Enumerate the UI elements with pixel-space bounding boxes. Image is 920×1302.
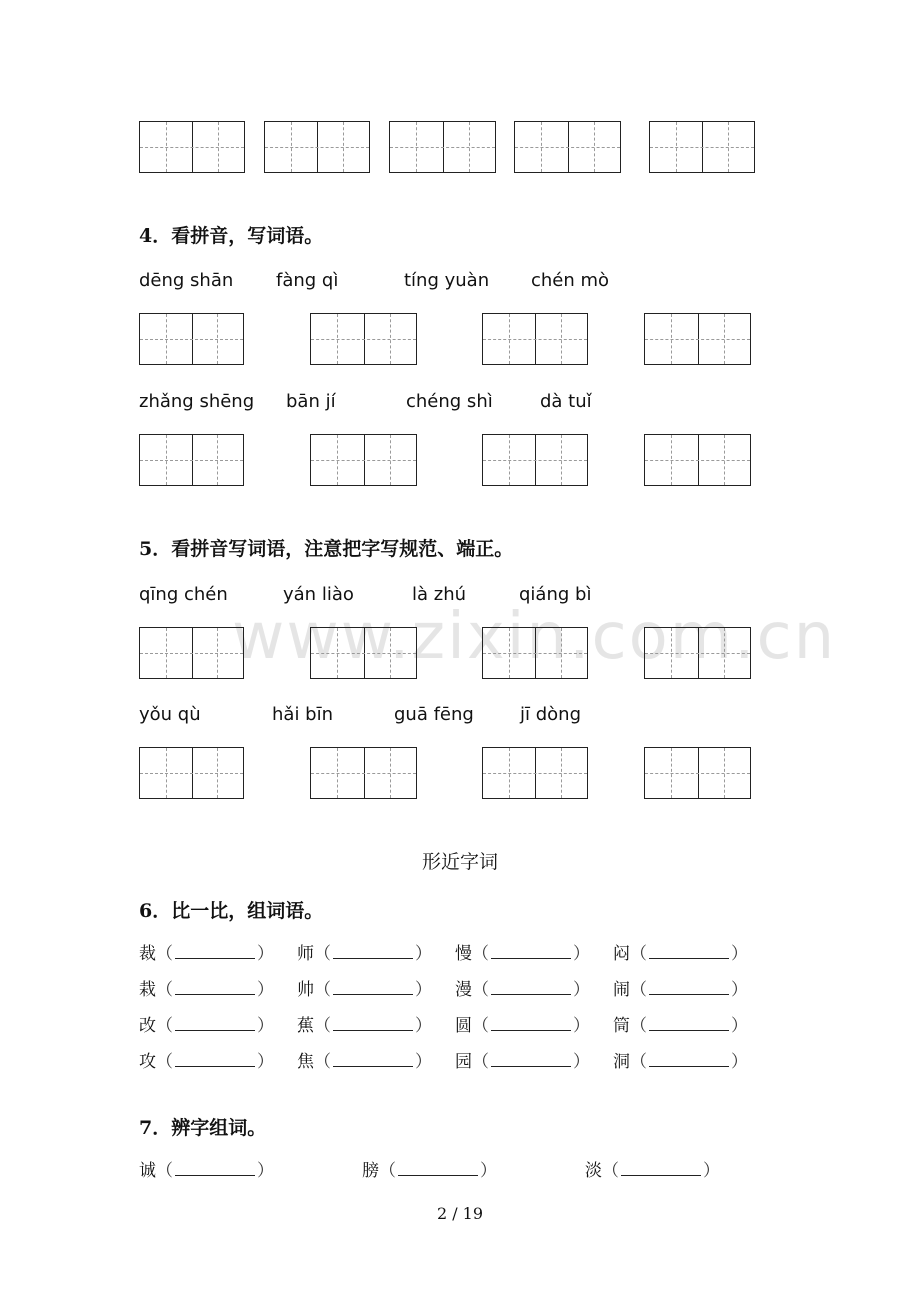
paren-open: （ <box>379 1161 396 1181</box>
paren-close: ） <box>573 1052 590 1072</box>
writing-box[interactable] <box>644 627 751 679</box>
writing-box[interactable] <box>644 747 751 799</box>
pinyin: qiáng bì <box>519 584 592 605</box>
q7-heading: 7．辨字组词。 <box>139 1117 267 1139</box>
word-pair <box>455 1047 590 1072</box>
word-pair <box>139 975 274 1000</box>
answer-blank[interactable] <box>333 1016 413 1031</box>
char: 攻 <box>139 1052 156 1072</box>
answer-blank[interactable] <box>649 980 729 995</box>
paren-close: ） <box>703 1161 720 1181</box>
writing-box[interactable] <box>482 434 588 486</box>
pinyin: tíng yuàn <box>404 270 490 291</box>
char: 漫 <box>455 980 472 1000</box>
paren-close: ） <box>731 1052 748 1072</box>
char: 栽 <box>139 980 156 1000</box>
pinyin: guā fēng <box>394 704 474 725</box>
paren-close: ） <box>415 1016 432 1036</box>
writing-box[interactable] <box>649 121 755 173</box>
answer-blank[interactable] <box>491 1052 571 1067</box>
paren-close: ） <box>573 944 590 964</box>
paren-close: ） <box>257 944 274 964</box>
paren-close: ） <box>257 1016 274 1036</box>
char: 圆 <box>455 1016 472 1036</box>
pinyin: hǎi bīn <box>272 704 333 725</box>
paren-open: （ <box>314 980 331 1000</box>
pinyin: qīng chén <box>139 584 228 605</box>
answer-blank[interactable] <box>491 980 571 995</box>
writing-box[interactable] <box>482 627 588 679</box>
q4-heading: 4．看拼音，写词语。 <box>139 225 324 247</box>
pinyin: bān jí <box>286 391 336 412</box>
paren-open: （ <box>314 1052 331 1072</box>
char: 帅 <box>297 980 314 1000</box>
char: 裁 <box>139 944 156 964</box>
word-pair <box>613 1011 748 1036</box>
writing-box[interactable] <box>514 121 621 173</box>
writing-box[interactable] <box>389 121 496 173</box>
writing-box[interactable] <box>139 747 244 799</box>
char: 蕉 <box>297 1016 314 1036</box>
answer-blank[interactable] <box>175 1052 255 1067</box>
writing-box[interactable] <box>644 313 751 365</box>
word-pair <box>455 975 590 1000</box>
word-pair <box>613 975 748 1000</box>
answer-blank[interactable] <box>649 1016 729 1031</box>
word-pair <box>297 1011 432 1036</box>
writing-box[interactable] <box>310 747 417 799</box>
q5-heading: 5．看拼音写词语，注意把字写规范、端正。 <box>139 538 514 560</box>
answer-blank[interactable] <box>649 944 729 959</box>
answer-blank[interactable] <box>175 1161 255 1176</box>
paren-open: （ <box>472 944 489 964</box>
writing-box[interactable] <box>139 627 244 679</box>
writing-box[interactable] <box>264 121 370 173</box>
char: 膀 <box>362 1161 379 1181</box>
paren-open: （ <box>156 944 173 964</box>
paren-close: ） <box>731 1016 748 1036</box>
word-pair <box>613 1047 748 1072</box>
word-pair <box>139 1047 274 1072</box>
writing-box[interactable] <box>310 627 417 679</box>
paren-open: （ <box>472 980 489 1000</box>
page-number: 2 / 19 <box>436 1204 484 1223</box>
paren-open: （ <box>314 1016 331 1036</box>
paren-open: （ <box>472 1016 489 1036</box>
paren-open: （ <box>156 1161 173 1181</box>
writing-box[interactable] <box>644 434 751 486</box>
char: 师 <box>297 944 314 964</box>
word-pair <box>362 1156 497 1181</box>
word-pair <box>297 939 432 964</box>
char: 园 <box>455 1052 472 1072</box>
answer-blank[interactable] <box>175 944 255 959</box>
pinyin: chéng shì <box>406 391 493 412</box>
writing-box[interactable] <box>310 434 417 486</box>
word-pair <box>139 1156 274 1181</box>
paren-open: （ <box>156 1052 173 1072</box>
paren-close: ） <box>257 1161 274 1181</box>
pinyin: zhǎng shēng <box>139 391 255 412</box>
paren-close: ） <box>415 1052 432 1072</box>
pinyin: jī dòng <box>520 704 581 725</box>
writing-box[interactable] <box>139 121 245 173</box>
pinyin: yǒu qù <box>139 704 201 725</box>
watermark: www.zixin.com.cn <box>232 600 837 674</box>
word-pair <box>297 1047 432 1072</box>
q6-heading: 6．比一比，组词语。 <box>139 900 324 922</box>
paren-open: （ <box>630 944 647 964</box>
char: 改 <box>139 1016 156 1036</box>
writing-box[interactable] <box>482 313 588 365</box>
paren-open: （ <box>602 1161 619 1181</box>
writing-box[interactable] <box>139 434 244 486</box>
answer-blank[interactable] <box>621 1161 701 1176</box>
char: 筒 <box>613 1016 630 1036</box>
paren-close: ） <box>415 944 432 964</box>
paren-open: （ <box>630 1052 647 1072</box>
answer-blank[interactable] <box>175 980 255 995</box>
char: 诚 <box>139 1161 156 1181</box>
pinyin: dà tuǐ <box>540 391 592 412</box>
section-title: 形近字词 <box>421 851 498 873</box>
char: 淡 <box>585 1161 602 1181</box>
answer-blank[interactable] <box>491 1016 571 1031</box>
writing-box[interactable] <box>482 747 588 799</box>
answer-blank[interactable] <box>175 1016 255 1031</box>
paren-open: （ <box>156 1016 173 1036</box>
pinyin: fàng qì <box>276 270 339 291</box>
char: 闷 <box>613 944 630 964</box>
char: 焦 <box>297 1052 314 1072</box>
pinyin: chén mò <box>531 270 610 291</box>
pinyin: là zhú <box>412 584 467 605</box>
pinyin: dēng shān <box>139 270 234 291</box>
paren-close: ） <box>257 1052 274 1072</box>
writing-box[interactable] <box>310 313 417 365</box>
paren-close: ） <box>257 980 274 1000</box>
paren-open: （ <box>156 980 173 1000</box>
paren-close: ） <box>480 1161 497 1181</box>
word-pair <box>455 939 590 964</box>
answer-blank[interactable] <box>491 944 571 959</box>
paren-open: （ <box>472 1052 489 1072</box>
writing-box[interactable] <box>139 313 244 365</box>
char: 慢 <box>455 944 472 964</box>
answer-blank[interactable] <box>398 1161 478 1176</box>
paren-open: （ <box>314 944 331 964</box>
word-pair <box>613 939 748 964</box>
answer-blank[interactable] <box>333 1052 413 1067</box>
char: 闹 <box>613 980 630 1000</box>
word-pair <box>455 1011 590 1036</box>
answer-blank[interactable] <box>333 944 413 959</box>
pinyin: yán liào <box>283 584 354 605</box>
char: 洞 <box>613 1052 630 1072</box>
paren-close: ） <box>573 980 590 1000</box>
paren-close: ） <box>731 944 748 964</box>
paren-open: （ <box>630 1016 647 1036</box>
paren-close: ） <box>415 980 432 1000</box>
word-pair <box>297 975 432 1000</box>
paren-open: （ <box>630 980 647 1000</box>
answer-blank[interactable] <box>333 980 413 995</box>
paren-close: ） <box>573 1016 590 1036</box>
word-pair <box>139 939 274 964</box>
word-pair <box>139 1011 274 1036</box>
paren-close: ） <box>731 980 748 1000</box>
word-pair <box>585 1156 720 1181</box>
answer-blank[interactable] <box>649 1052 729 1067</box>
